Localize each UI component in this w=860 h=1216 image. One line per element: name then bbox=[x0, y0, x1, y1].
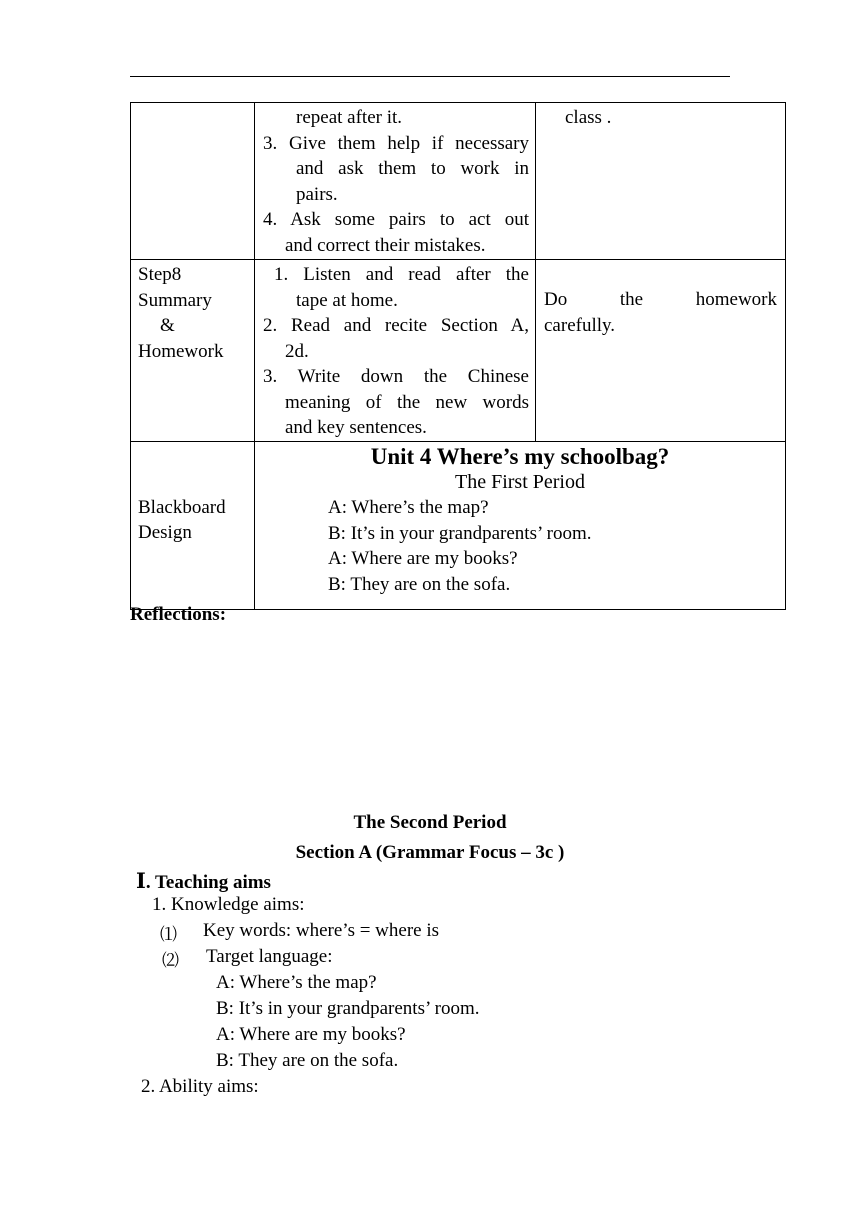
student-line: carefully. bbox=[544, 314, 616, 336]
student-text: class . bbox=[565, 107, 612, 128]
section-heading-text: . Teaching aims bbox=[145, 872, 271, 893]
activity-line: 3. Write down the Chinese bbox=[263, 366, 529, 387]
reflections-label: Reflections: bbox=[130, 604, 227, 625]
student-cell bbox=[536, 103, 786, 260]
activity-line: and ask them to work in bbox=[296, 158, 529, 179]
stage-line: Step8 bbox=[138, 264, 182, 285]
activity-line: 4. Ask some pairs to act out bbox=[263, 209, 529, 230]
target-language: Target language: bbox=[206, 946, 333, 967]
section-heading bbox=[136, 868, 271, 894]
header-rule bbox=[130, 76, 730, 77]
activity-line: pairs. bbox=[296, 183, 338, 205]
lesson-table bbox=[130, 102, 786, 610]
period-subtitle: Section A (Grammar Focus – 3c ) bbox=[295, 842, 565, 863]
board-line: B: They are on the sofa. bbox=[328, 573, 511, 595]
target-line: B: They are on the sofa. bbox=[216, 1050, 399, 1071]
stage-cell bbox=[131, 441, 255, 609]
knowledge-aims: 1. Knowledge aims: bbox=[152, 894, 305, 915]
target-line: A: Where’s the map? bbox=[216, 972, 377, 993]
activity-line: 2d. bbox=[285, 340, 309, 362]
table-row bbox=[131, 260, 786, 442]
board-line: A: Where are my books? bbox=[328, 548, 518, 569]
activity-line: repeat after it. bbox=[296, 107, 403, 128]
stage-line: Design bbox=[138, 522, 192, 543]
activity-line: 1. Listen and read after the bbox=[274, 264, 529, 285]
activity-line: meaning of the new words bbox=[285, 391, 529, 413]
activity-cell bbox=[255, 103, 536, 260]
ability-aims: 2. Ability aims: bbox=[141, 1076, 259, 1097]
target-line: A: Where are my books? bbox=[216, 1024, 406, 1045]
student-line: Do the homework bbox=[544, 289, 777, 310]
board-title: Unit 4 Where’s my schoolbag? bbox=[370, 443, 670, 469]
item-number: ⑴ bbox=[160, 925, 177, 944]
key-words: Key words: where’s = where is bbox=[203, 920, 440, 941]
table-row bbox=[131, 441, 786, 609]
student-cell bbox=[536, 260, 786, 442]
target-line: B: It’s in your grandparents’ room. bbox=[216, 998, 480, 1019]
board-line: B: It’s in your grandparents’ room. bbox=[328, 522, 592, 544]
activity-line: and key sentences. bbox=[285, 417, 427, 438]
stage-line: Summary bbox=[138, 289, 212, 311]
activity-line: and correct their mistakes. bbox=[285, 234, 486, 256]
table-row bbox=[131, 103, 786, 260]
activity-line: 2. Read and recite Section A, bbox=[263, 315, 529, 336]
board-subtitle: The First Period bbox=[455, 470, 585, 493]
stage-cell-empty bbox=[131, 103, 255, 260]
activity-line: tape at home. bbox=[296, 289, 398, 311]
activity-cell bbox=[255, 260, 536, 442]
section-numeral: Ⅰ bbox=[136, 869, 146, 893]
board-line: A: Where’s the map? bbox=[328, 497, 489, 518]
period-title: The Second Period bbox=[353, 812, 507, 833]
stage-line: Homework bbox=[138, 340, 224, 362]
item-number: ⑵ bbox=[162, 951, 179, 970]
stage-line: & bbox=[160, 315, 175, 336]
stage-cell bbox=[131, 260, 255, 442]
activity-line: 3. Give them help if necessary bbox=[263, 132, 529, 154]
blackboard-cell bbox=[255, 441, 786, 609]
stage-line: Blackboard bbox=[138, 496, 226, 518]
